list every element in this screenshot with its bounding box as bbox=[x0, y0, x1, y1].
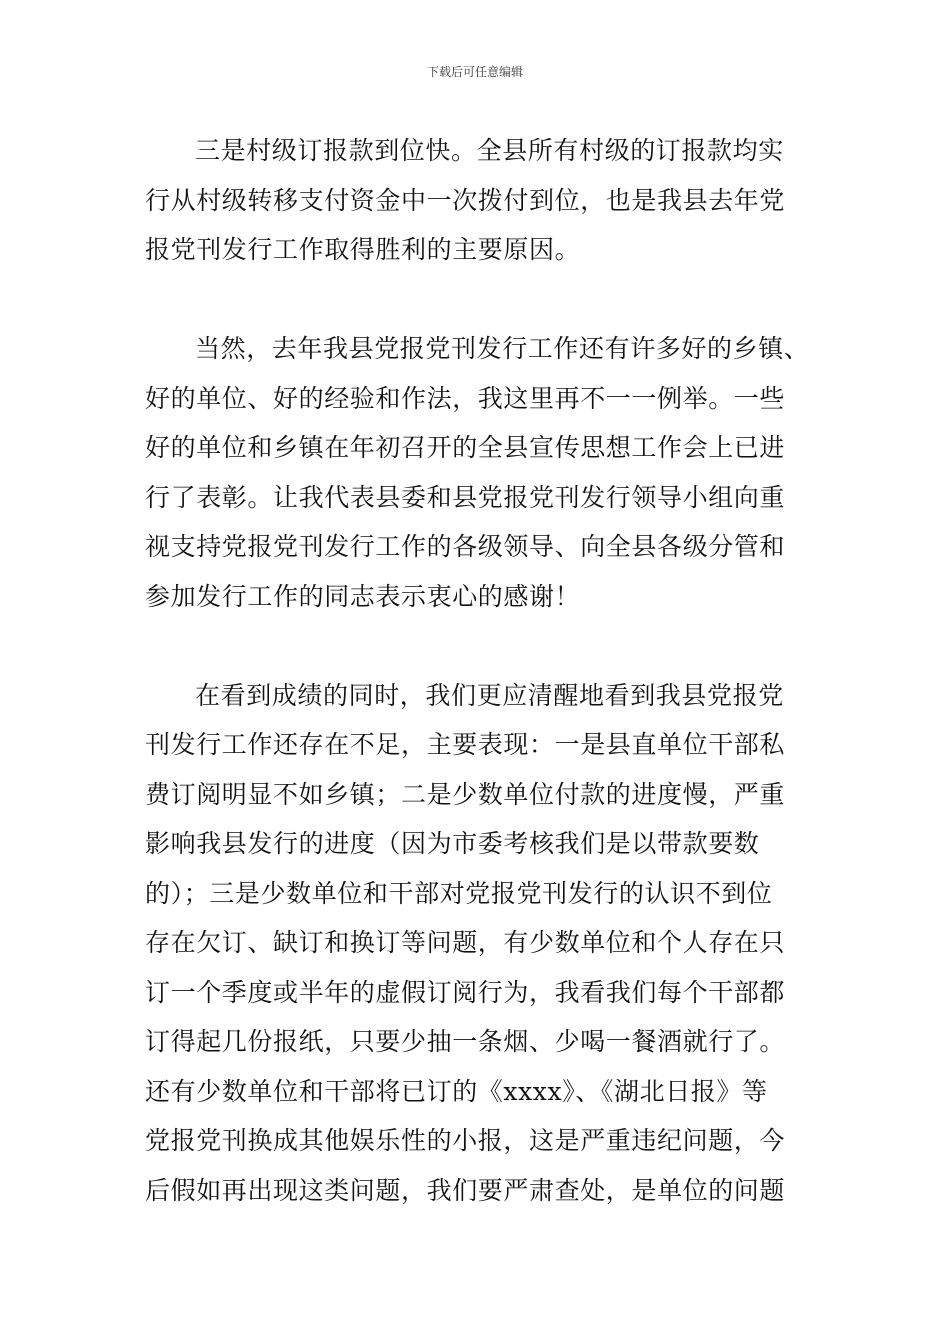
document-body bbox=[145, 126, 820, 1215]
paragraph-line: 党报党刊换成其他娱乐性的小报，这是严重违纪问题，今 bbox=[145, 1126, 786, 1155]
paragraph-line: 订一个季度或半年的虚假订阅行为，我看我们每个干部都 bbox=[145, 977, 786, 1007]
paragraph-line: 好的单位、好的经验和作法，我这里再不一一例举。一些 bbox=[145, 383, 786, 413]
paragraph-line: 刊发行工作还存在不足，主要表现：一是县直单位干部私 bbox=[145, 730, 786, 759]
paragraph-line: 行从村级转移支付资金中一次拨付到位，也是我县去年党 bbox=[145, 185, 786, 215]
paragraph-line: 在看到成绩的同时，我们更应清醒地看到我县党报党 bbox=[195, 680, 784, 710]
paragraph-3 bbox=[145, 671, 820, 1216]
paragraph-line: 好的单位和乡镇在年初召开的全县宣传思想工作会上已进 bbox=[145, 433, 786, 462]
paragraph-line: 订得起几份报纸，只要少抽一条烟、少喝一餐酒就行了。 bbox=[145, 1027, 786, 1056]
paragraph-line: 报党刊发行工作取得胜利的主要原因。 bbox=[145, 235, 581, 264]
paragraph-line: 的）；三是少数单位和干部对党报党刊发行的认识不到位 bbox=[145, 878, 773, 908]
paragraph-line: 行了表彰。让我代表县委和县党报党刊发行领导小组向重 bbox=[145, 482, 786, 512]
paragraph-2 bbox=[145, 324, 820, 621]
paragraph-line: 费订阅明显不如乡镇；二是少数单位付款的进度慢，严重 bbox=[145, 779, 786, 809]
paragraph-1 bbox=[145, 126, 820, 275]
paragraph-line: 后假如再出现这类问题，我们要严肃查处，是单位的问题 bbox=[145, 1175, 786, 1205]
paragraph-line: 三是村级订报款到位快。全县所有村级的订报款均实 bbox=[195, 136, 784, 165]
paragraph-line: 还有少数单位和干部将已订的《xxxx》、《湖北日报》等 bbox=[145, 1076, 768, 1106]
paragraph-line: 视支持党报党刊发行工作的各级领导、向全县各级分管和 bbox=[145, 532, 786, 561]
paragraph-line: 参加发行工作的同志表示衷心的感谢！ bbox=[145, 581, 581, 611]
paragraph-line: 影响我县发行的进度（因为市委考核我们是以带款要数 bbox=[145, 829, 760, 858]
paragraph-gap bbox=[145, 621, 820, 671]
paragraph-line: 存在欠订、缺订和换订等问题，有少数单位和个人存在只 bbox=[145, 928, 786, 957]
paragraph-gap bbox=[145, 275, 820, 325]
page-header: 下载后可任意编辑 bbox=[426, 65, 523, 79]
paragraph-line: 当然，去年我县党报党刊发行工作还有许多好的乡镇、 bbox=[195, 334, 810, 363]
